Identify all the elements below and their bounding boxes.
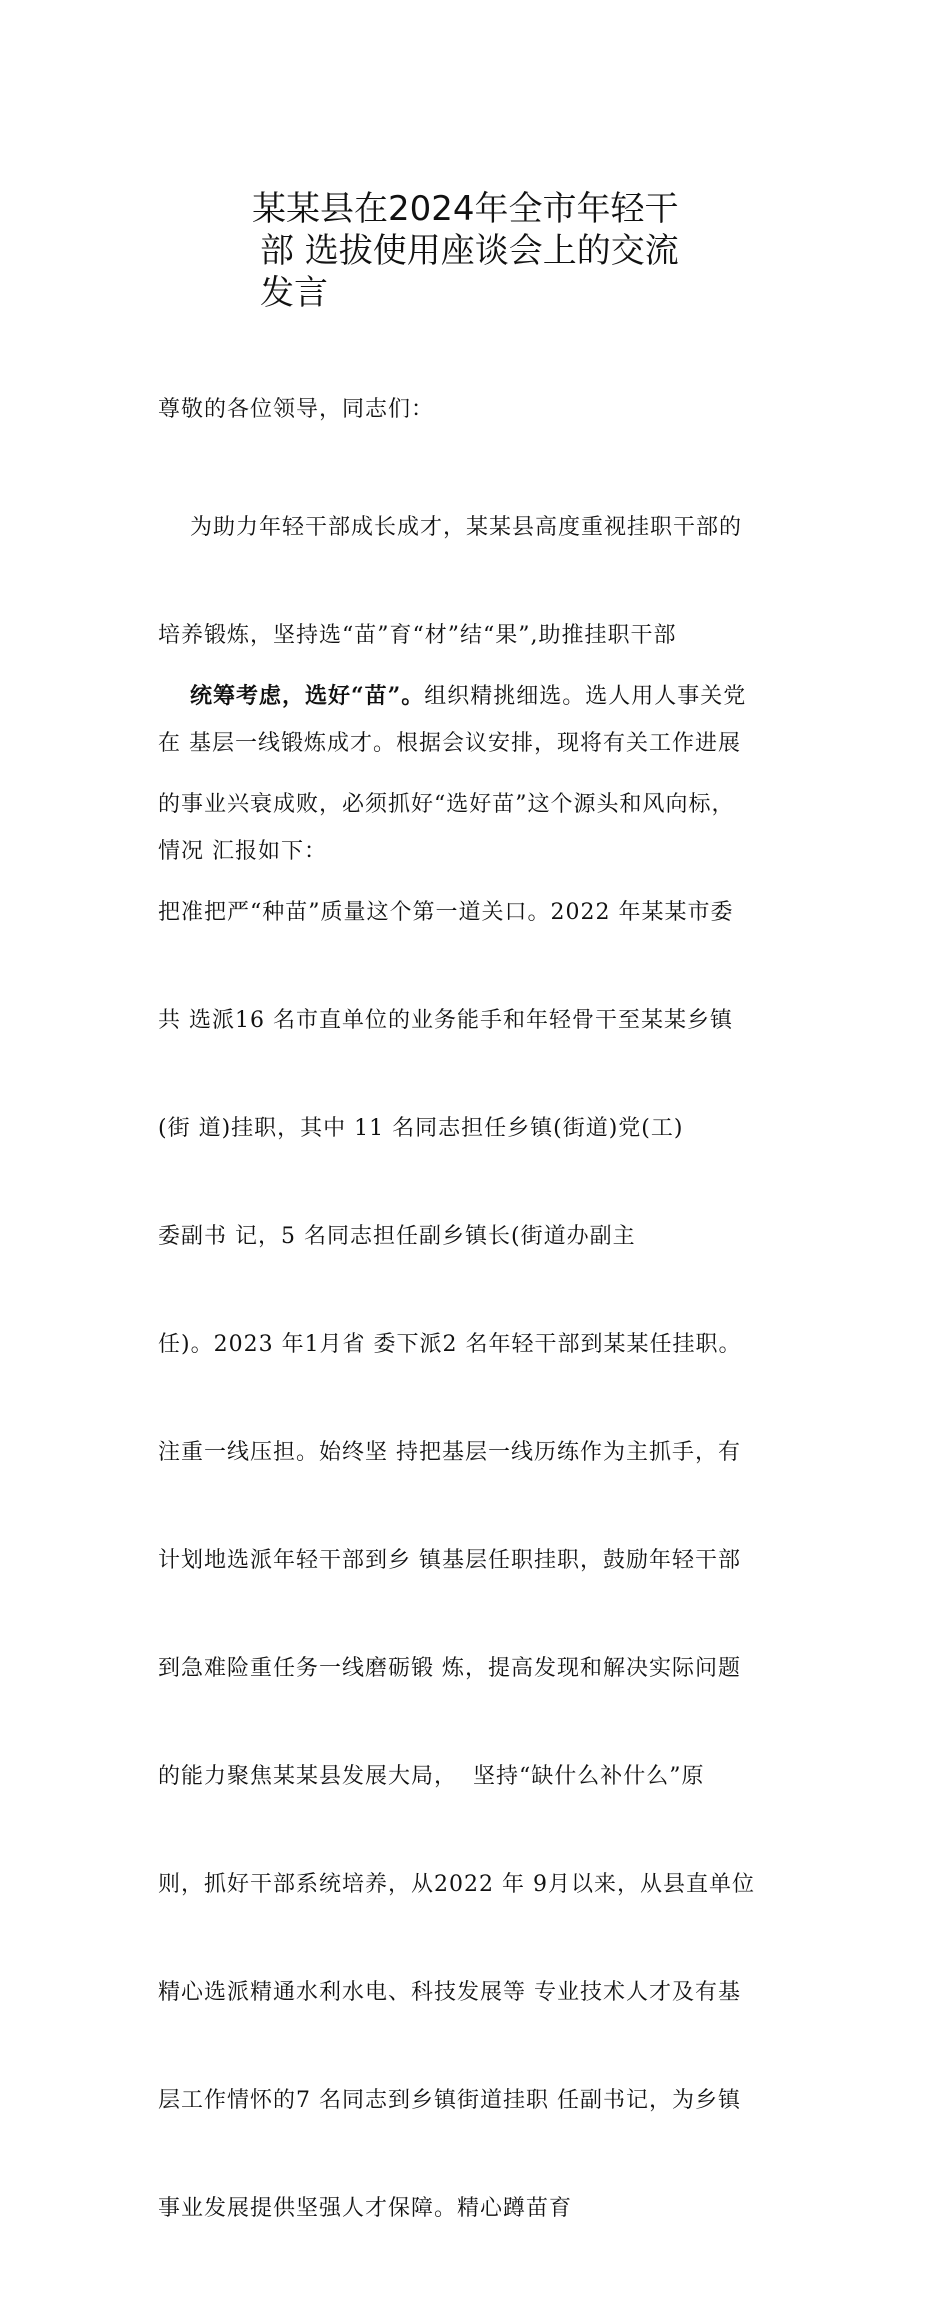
section-line: 共 选派16 名市直单位的业务能手和年轻骨干至某某乡镇 (158, 1008, 733, 1033)
section-line: 把准把严“种苗”质量这个第一道关口。2022 年某某市委 (158, 900, 734, 925)
section-line: 的能力聚焦某某县发展大局， 坚持“缺什么补什么”原 (158, 1764, 705, 1789)
intro-line: 为助力年轻干部成长成才，某某县高度重视挂职干部的 (158, 515, 742, 540)
section-line: 注重一线压担。始终坚 持把基层一线历练作为主抓手，有 (158, 1440, 741, 1465)
section-line: 到急难险重任务一线磨砺锻 炼，提高发现和解决实际问题 (158, 1656, 741, 1681)
section-first-line (158, 678, 755, 715)
intro-line: 情况 汇报如下： (158, 839, 327, 864)
section-line: 层工作情怀的7 名同志到乡镇街道挂职 任副书记，为乡镇 (158, 2088, 741, 2113)
section-line: 则，抓好干部系统培养，从2022 年 9月以来，从县直单位 (158, 1872, 755, 1897)
section-paragraph (158, 606, 755, 2299)
intro-line: 培养锻炼，坚持选“苗”育“材”结“果”,助推挂职干部 (158, 623, 677, 648)
section-line: (街 道)挂职，其中 11 名同志担任乡镇(街道)党(工) (158, 1116, 684, 1141)
intro-line: 在 基层一线锻炼成才。根据会议安排，现将有关工作进展 (158, 731, 741, 756)
section-heading: 统筹考虑，选好“苗”。 (189, 683, 425, 709)
section-first-line-text: 组织精挑细选。选人用人事关党 (424, 684, 747, 709)
greeting: 尊敬的各位领导，同志们： (158, 397, 435, 422)
title-line-2: 部 选拔使用座谈会上的交流 (260, 231, 679, 271)
title-line-3: 发言 (260, 273, 328, 313)
section-line: 计划地选派年轻干部到乡 镇基层任职挂职，鼓励年轻干部 (158, 1548, 741, 1573)
title-line-1: 某某县在2024年全市年轻干 (252, 189, 679, 229)
document-title (252, 188, 722, 314)
section-line: 委副书 记，5 名同志担任副乡镇长(街道办副主 (158, 1224, 636, 1249)
section-line: 事业发展提供坚强人才保障。精心蹲苗育 (158, 2196, 573, 2221)
section-line: 精心选派精通水利水电、科技发展等 专业技术人才及有基 (158, 1980, 741, 2005)
section-line: 的事业兴衰成败，必须抓好“选好苗”这个源头和风向标， (158, 792, 735, 817)
section-line: 任)。2023 年1月省 委下派2 名年轻干部到某某任挂职。 (158, 1332, 742, 1357)
